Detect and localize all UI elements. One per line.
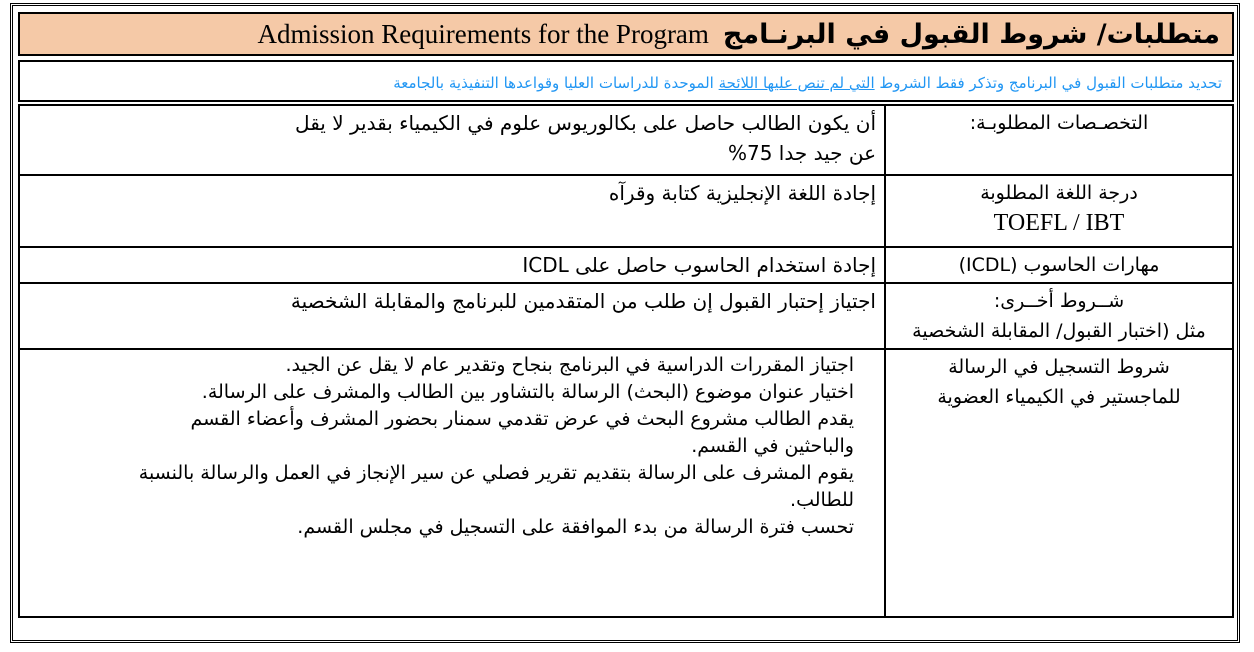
note-part-1: تحديد متطلبات القبول في البرنامج وتذكر فقط الشروط: [879, 74, 1222, 92]
section-header: [18, 12, 1234, 56]
header-title-en: Admission Requirements for the Program: [257, 18, 709, 49]
table-row: [19, 283, 1233, 349]
row-label: درجة اللغة المطلوبة TOEFL / IBT: [885, 175, 1233, 247]
table-row: [19, 247, 1233, 283]
row-label: التخصـصات المطلوبـة:: [885, 105, 1233, 175]
row-value: أن يكون الطالب حاصل على بكالوريوس علوم في الكيمياء بقدير لا يقل عن جيد جدا 75%: [19, 105, 885, 175]
row-label: شروط التسجيل في الرسالة للماجستير في الكيمياء العضوية: [885, 349, 1233, 617]
row-label: مهارات الحاسوب (ICDL): [885, 247, 1233, 283]
header-title-ar: متطلبات/ شروط القبول في البرنـامج: [722, 18, 1220, 50]
note-part-2: التي لم تنص عليها اللائحة: [718, 74, 875, 92]
table-row: [19, 175, 1233, 247]
table-row: [19, 349, 1233, 617]
page-frame: [10, 3, 1240, 643]
instruction-note: [18, 60, 1234, 102]
row-value: اجتياز المقررات الدراسية في البرنامج بنجاح وتقدير عام لا يقل عن الجيد. اختيار عنوان موضوع (البحث) الرسالة بالتشاور بين الطالب والمشرف على الرسالة. يقدم الطالب مشروع البحث في عرض تقدمي سمنار بحضور المشرف وأعضاء القسم والباحثين في القسم. يقوم المشرف على الرسالة بتقديم تقرير فصلي عن سير الإنجاز في العمل والرسالة بالنسبة للطالب. تحسب فترة الرسالة من بدء الموافقة على التسجيل في مجلس القسم.: [19, 349, 885, 617]
note-part-3: الموحدة للدراسات العليا وقواعدها التنفيذية بالجامعة: [393, 74, 714, 92]
row-value: إجادة اللغة الإنجليزية كتابة وقرآه: [19, 175, 885, 247]
row-label: شــروط أخــرى: مثل (اختبار القبول/ المقابلة الشخصية: [885, 283, 1233, 349]
row-value: اجتياز إحتبار القبول إن طلب من المتقدمين للبرنامج والمقابلة الشخصية: [19, 283, 885, 349]
table-row: [19, 105, 1233, 175]
row-value: إجادة استخدام الحاسوب حاصل على ICDL: [19, 247, 885, 283]
requirements-table: [18, 104, 1234, 618]
